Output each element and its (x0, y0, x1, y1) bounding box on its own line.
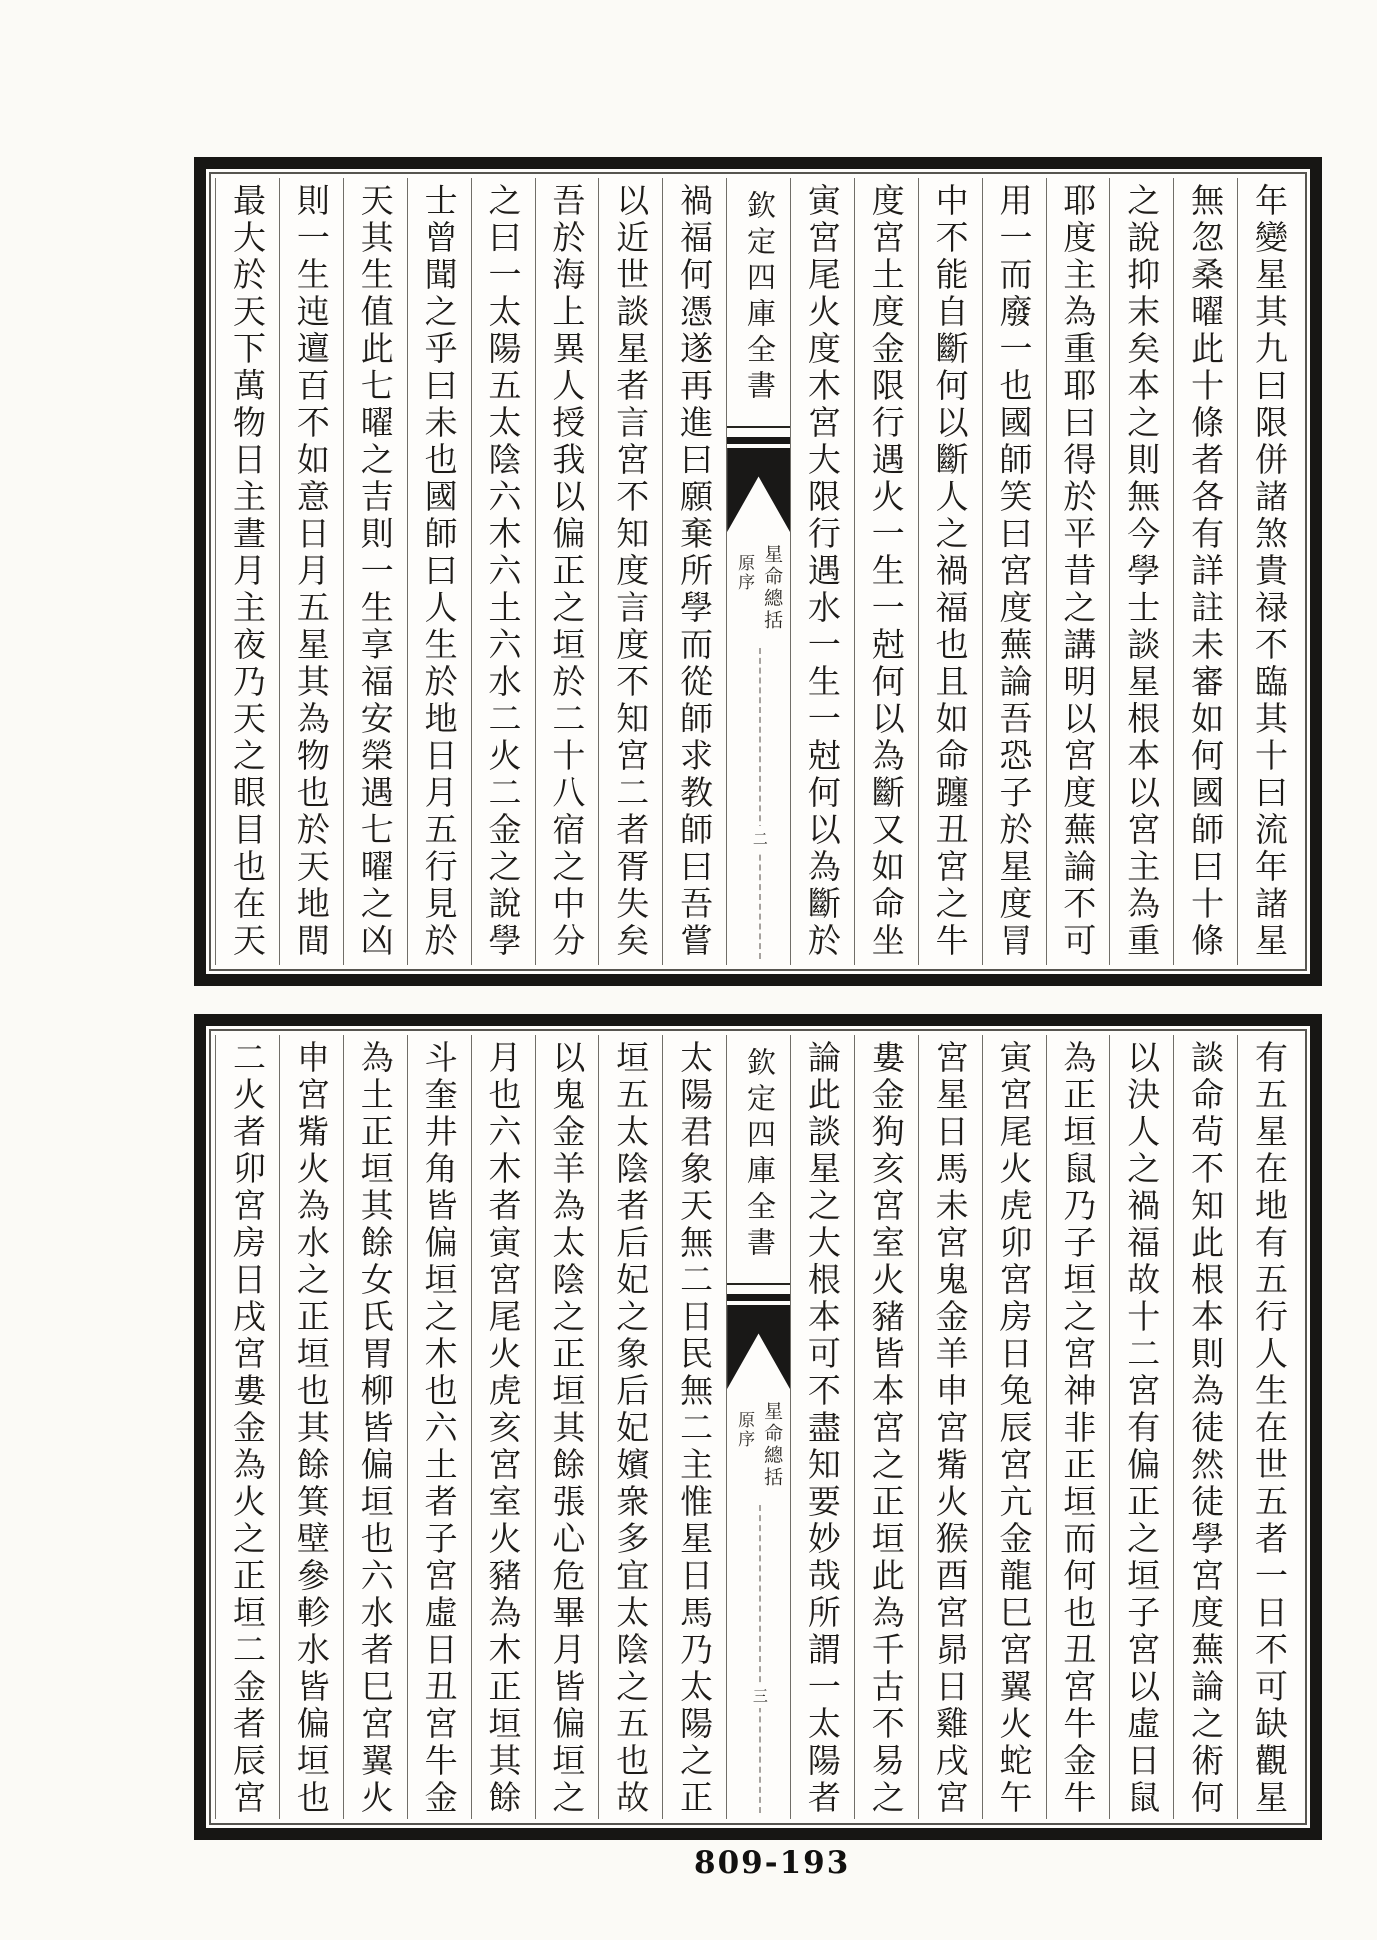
text-block-lower (194, 1014, 1322, 1840)
column-text: 有五星在地有五行人生在世五者一日不可缺觀星 (1250, 1040, 1289, 1817)
banxin-section-label: 原序 (734, 1411, 755, 1449)
column-text: 寅宮尾火虎卯宮房日兔辰宮亢金龍巳宮翼火蛇午 (994, 1040, 1034, 1817)
fishtail-mark (727, 448, 790, 532)
text-column (1173, 1035, 1237, 1819)
column-text: 吾於海上異人授我以偏正之垣於二十八宿之中分 (547, 183, 587, 960)
text-column (918, 178, 982, 965)
text-column (535, 1035, 599, 1819)
column-text: 論此談星之大根本可不盡知要妙哉所謂一太陽者 (802, 1040, 842, 1817)
banxin-work-title: 星命總括 (761, 544, 784, 632)
fold-line (759, 648, 761, 959)
column-text: 士曾聞之乎曰未也國師曰人生於地日月五行見於 (419, 183, 459, 960)
column-text: 用一而廢一也國師笑曰宮度蕪論吾恐子於星度冐 (994, 183, 1034, 960)
column-text: 無忽桑曜此十條者各有詳註未審如何國師曰十條 (1186, 183, 1226, 960)
column-text: 婁金狗亥宮室火豬皆本宮之正垣此為千古不易之 (866, 1040, 906, 1817)
text-column (1237, 1035, 1301, 1819)
column-text: 以鬼金羊為太陰之正垣其餘張心危畢月皆偏垣之 (547, 1040, 587, 1817)
text-column (1046, 1035, 1110, 1819)
column-text: 以近世談星者言宮不知度言度不知宮二者胥失矣 (611, 183, 651, 960)
column-text: 最大於天下萬物日主晝月主夜乃天之眼目也在天 (228, 183, 267, 960)
text-column (918, 1035, 982, 1819)
text-column (1237, 178, 1301, 965)
columns-area (215, 1035, 1301, 1819)
text-column (1046, 178, 1110, 965)
text-column (854, 178, 918, 965)
fold-line (759, 1505, 761, 1813)
column-text: 申宮觜火為水之正垣也其餘箕壁參軫水皆偏垣也 (291, 1040, 331, 1817)
text-column (279, 178, 343, 965)
column-text: 天其生值此七曜之吉則一生享福安榮遇七曜之凶 (355, 183, 395, 960)
banxin-titles (727, 1401, 790, 1501)
text-column (535, 178, 599, 965)
column-text: 談命茍不知此根本則為徒然徒學宮度蕪論之術何 (1186, 1040, 1226, 1817)
text-column (279, 1035, 343, 1819)
column-text: 以決人之禍福故十二宮有偏正之垣子宮以虛日鼠 (1122, 1040, 1162, 1817)
text-column (1173, 178, 1237, 965)
text-column (790, 1035, 854, 1819)
column-text: 度宮土度金限行遇火一生一尅何以為斷又如命坐 (866, 183, 906, 960)
banxin-column (726, 178, 790, 965)
text-column (343, 1035, 407, 1819)
fishtail-bar (727, 1294, 790, 1301)
text-column (471, 178, 535, 965)
text-column (598, 178, 662, 965)
column-text: 為土正垣其餘女氏胃柳皆偏垣也六水者巳宮翼火 (355, 1040, 395, 1817)
fishtail-bar (727, 437, 790, 444)
text-column (471, 1035, 535, 1819)
text-column (982, 1035, 1046, 1819)
text-column (598, 1035, 662, 1819)
column-text: 中不能自斷何以斷人之禍福也且如命躔丑宮之牛 (930, 183, 970, 960)
column-text: 則一生迍邅百不如意日月五星其為物也於天地間 (291, 183, 331, 960)
text-column (407, 1035, 471, 1819)
columns-area (215, 178, 1301, 965)
column-text: 斗奎井角皆偏垣之木也六土者子宮虛日丑宮牛金 (419, 1040, 459, 1817)
column-text: 二火者卯宮房日戌宮婁金為火之正垣二金者辰宮 (228, 1040, 267, 1817)
column-text: 年變星其九曰限併諸煞貴禄不臨其十曰流年諸星 (1250, 183, 1289, 960)
banxin-titles (727, 544, 790, 644)
banxin-book-title: 欽定四庫全書 (727, 1035, 790, 1285)
text-column (215, 1035, 279, 1819)
folio-number: 三 (752, 1683, 773, 1708)
banxin-book-title: 欽定四庫全書 (727, 178, 790, 428)
text-column (854, 1035, 918, 1819)
column-text: 垣五太陰者后妃之象后妃嬪衆多宜太陰之五也故 (611, 1040, 651, 1817)
text-block-upper (194, 157, 1322, 986)
column-text: 之說抑末矣本之則無今學士談星根本以宮主為重 (1122, 183, 1162, 960)
banxin-work-title: 星命總括 (761, 1401, 784, 1489)
text-column (1109, 1035, 1173, 1819)
text-column (215, 178, 279, 965)
text-column (982, 178, 1046, 965)
column-text: 耶度主為重耶曰得於平昔之講明以宮度蕪論不可 (1058, 183, 1098, 960)
text-column (407, 178, 471, 965)
fishtail-mark (727, 1305, 790, 1389)
folio-number: 二 (752, 826, 773, 851)
banxin-column (726, 1035, 790, 1819)
page-number: 809-193 (694, 1845, 851, 1881)
text-column (1109, 178, 1173, 965)
text-column (343, 178, 407, 965)
column-text: 禍福何憑遂再進曰願棄所學而從師求教師曰吾嘗 (675, 183, 715, 960)
text-column (662, 178, 726, 965)
column-text: 寅宮尾火度木宮大限行遇水一生一尅何以為斷於 (802, 183, 842, 960)
banxin-section-label: 原序 (734, 554, 755, 592)
column-text: 為正垣鼠乃子垣之宮神非正垣而何也丑宮牛金牛 (1058, 1040, 1098, 1817)
text-column (790, 178, 854, 965)
column-text: 太陽君象天無二日民無二主惟星日馬乃太陽之正 (675, 1040, 715, 1817)
column-text: 宮星日馬未宮鬼金羊申宮觜火猴酉宮昴日雞戌宮 (930, 1040, 970, 1817)
column-text: 月也六木者寅宮尾火虎亥宮室火豬為木正垣其餘 (483, 1040, 523, 1817)
text-column (662, 1035, 726, 1819)
column-text: 之曰一太陽五太陰六木六土六水二火二金之說學 (483, 183, 523, 960)
